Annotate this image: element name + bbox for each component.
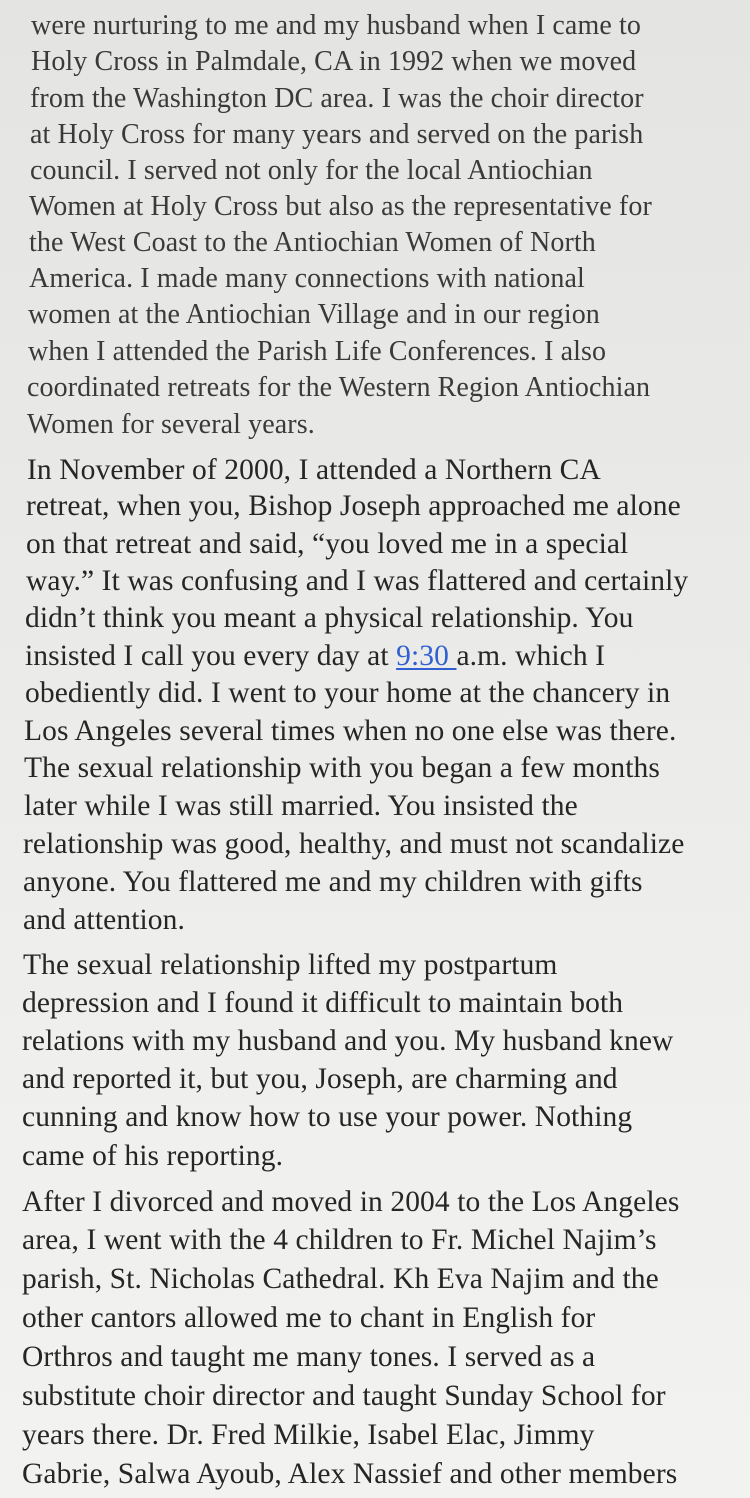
text-line: and reported it, but you, Joseph, are charming and <box>22 1063 618 1095</box>
text-line: came of his reporting. <box>22 1140 284 1172</box>
text-line: relations with my husband and you. My husband knew <box>22 1025 674 1057</box>
text-line: Los Angeles several times when no one else was there. <box>24 715 677 747</box>
text-line: Gabrie, Salwa Ayoub, Alex Nassief and other members <box>22 1458 678 1490</box>
text-line: didn’t think you meant a physical relationship. You <box>25 602 634 634</box>
text-line: Holy Cross in Palmdale, CA in 1992 when we moved <box>31 46 637 77</box>
text-line: The sexual relationship with you began a few months <box>24 752 660 784</box>
text-line: cunning and know how to use your power. Nothing <box>22 1101 633 1133</box>
text-line: The sexual relationship lifted my postpartum <box>23 949 558 981</box>
text-line: women at the Antiochian Village and in our region <box>28 299 600 330</box>
text-line: the West Coast to the Antiochian Women of North <box>29 227 596 258</box>
text-line: were nurturing to me and my husband when I came to <box>31 10 641 41</box>
text-line: Women at Holy Cross but also as the representative for <box>29 191 652 222</box>
text-line: and attention. <box>23 904 185 936</box>
text-line: Women for several years. <box>27 409 315 440</box>
text-line: In November of 2000, I attended a Northern CA <box>27 454 601 486</box>
text-line: After I divorced and moved in 2004 to the Los Angeles <box>22 1186 680 1218</box>
text-line-start: insisted I call you every day at <box>25 640 397 672</box>
text-line: from the Washington DC area. I was the choir director <box>30 83 644 114</box>
text-line <box>25 640 605 673</box>
text-line: America. I made many connections with national <box>29 263 585 294</box>
text-line: council. I served not only for the local Antiochian <box>30 155 593 186</box>
text-line: on that retreat and said, “you loved me in a special <box>26 528 629 560</box>
text-line: later while I was still married. You insisted the <box>24 790 578 822</box>
text-line: at Holy Cross for many years and served on the parish <box>30 119 644 150</box>
text-line: other cantors allowed me to chant in English for <box>22 1302 596 1334</box>
text-line: when I attended the Parish Life Conferences. I also <box>28 336 607 367</box>
time-link[interactable]: 9:30 <box>396 640 457 672</box>
text-line: coordinated retreats for the Western Region Antiochian <box>27 372 651 403</box>
text-line: parish, St. Nicholas Cathedral. Kh Eva Najim and the <box>22 1263 659 1295</box>
text-line: Orthros and taught me many tones. I served as a <box>22 1341 596 1373</box>
text-line: depression and I found it difficult to maintain both <box>22 987 624 1019</box>
text-line: substitute choir director and taught Sunday School for <box>22 1380 666 1412</box>
text-line: way.” It was confusing and I was flattered and certainly <box>26 565 689 597</box>
text-line: years there. Dr. Fred Milkie, Isabel Elac, Jimmy <box>22 1419 595 1451</box>
text-line: obediently did. I went to your home at the chancery in <box>25 677 671 709</box>
text-line: area, I went with the 4 children to Fr. Michel Najim’s <box>22 1224 657 1256</box>
text-line: anyone. You flattered me and my children with gifts <box>23 866 643 898</box>
text-line: relationship was good, healthy, and must not scandalize <box>23 828 685 860</box>
text-line: retreat, when you, Bishop Joseph approached me alone <box>26 490 681 522</box>
text-line-end: a.m. which I <box>456 640 606 672</box>
